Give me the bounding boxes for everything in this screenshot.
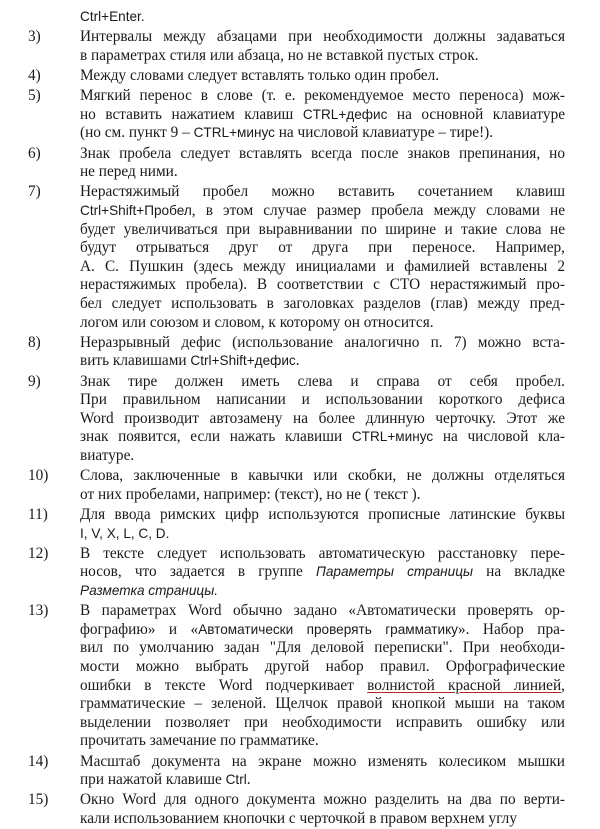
text-run: I, V, X, L, C, D. (80, 525, 170, 541)
text-run: но вставить нажатием клавиш (80, 105, 303, 123)
text-line (80, 276, 565, 295)
list-item (28, 467, 565, 504)
text-run: Интервалы между абзацами при необходимости должны задаваться (80, 28, 565, 46)
text-run: CTRL+минус (351, 429, 434, 445)
text-run: будет увеличиваться при выравнивании по ширине и такие слова не (80, 220, 565, 238)
list-item (28, 333, 565, 371)
item-number: 11) (28, 506, 48, 523)
text-line (80, 295, 565, 314)
list-item (28, 544, 565, 601)
list-item (28, 372, 565, 466)
text-run: . (295, 352, 300, 370)
text-run: логом или союзом и словом, к которому он относится. (80, 313, 434, 331)
text-run: Знак тире должен иметь слева и справа от себя пробел. (80, 372, 565, 390)
text-line (80, 352, 565, 371)
text-run: Мягкий перенос в слове (т. е. рекомендуемое место переноса) мож- (80, 87, 565, 105)
text-line (80, 8, 565, 27)
text-run: волнистой красной линией (367, 676, 562, 694)
text-run: знак появится, если нажать клавиши (80, 428, 352, 446)
text-line (80, 771, 565, 790)
text-line (80, 239, 565, 258)
text-line (80, 447, 565, 466)
text-line (80, 602, 565, 621)
text-run: Ctrl+Shift+дефис (190, 353, 296, 369)
text-line (80, 714, 565, 733)
text-line (80, 221, 565, 240)
text-line (80, 314, 565, 333)
item-number (28, 8, 72, 27)
list-item (28, 791, 565, 828)
text-run: В тексте следует использовать автоматическую расстановку пере- (80, 544, 565, 562)
text-run: будут отрываться друг от друга при переносе. Например, (80, 239, 565, 257)
text-line (80, 506, 565, 525)
text-line (80, 202, 565, 221)
text-run: при нажатой клавише (80, 771, 226, 789)
text-run: ». Набор пра- (457, 620, 565, 638)
text-run: Знак пробела следует вставлять всегда после знаков препинания, но (80, 144, 565, 162)
text-run: А. С. Пушкин (здесь между инициалами и фамилией вставлены 2 (80, 257, 565, 275)
text-line (80, 258, 565, 277)
text-run: на основной клавиатуре (387, 105, 566, 123)
text-line (80, 67, 565, 86)
text-line (80, 582, 565, 601)
text-run: Между словами следует вставлять только один пробел. (80, 67, 440, 84)
text-run: фографию» и « (80, 620, 199, 638)
text-line (80, 639, 565, 658)
text-run: Параметры страницы (315, 564, 473, 580)
text-run: на числовой клавиатуре – тире!). (274, 124, 494, 142)
text-line (80, 486, 565, 505)
text-line (80, 545, 565, 564)
item-number: 14) (28, 752, 49, 770)
item-number: 4) (28, 67, 41, 84)
text-run: Word производит автозамену на более длинную черточку. Этот же (80, 409, 565, 427)
text-line (80, 334, 565, 353)
list-item (28, 506, 565, 543)
text-run: , (561, 676, 565, 694)
text-run: бел следует использовать в заголовках разделов (глав) между пред- (80, 294, 565, 312)
text-line (80, 47, 565, 66)
text-line (80, 732, 565, 751)
item-number: 15) (28, 791, 49, 809)
item-number: 10) (28, 467, 49, 485)
text-run: на числовой кла- (433, 428, 565, 446)
text-line (80, 677, 565, 696)
item-number: 9) (28, 372, 41, 390)
text-run: выделении позволяет при необходимости исправить ошибку или (80, 713, 565, 731)
text-line (80, 373, 565, 392)
text-run: ошибки в тексте Word подчеркивает (80, 676, 368, 694)
list-item (28, 602, 565, 751)
text-run: Ctrl+Shift+Пробел (80, 202, 192, 218)
list-item (28, 87, 566, 143)
text-run: Слова, заключенные в кавычки или скобки, не должны отделяться (80, 467, 565, 485)
item-number: 12) (28, 544, 49, 562)
text-run: Окно Word для одного документа можно разделить на два по верти- (80, 791, 565, 809)
list-item (80, 8, 565, 27)
text-run: CTRL+минус (193, 125, 275, 141)
item-number: 5) (28, 87, 41, 105)
text-run: на вкладке (473, 563, 565, 581)
text-line (80, 145, 565, 164)
text-run: вить клавишами (80, 352, 191, 370)
text-run: мости можно выбрать другой набор правил. Орфографические (80, 657, 565, 675)
text-run: грамматические – зеленой. Щелчок правой кнопкой мыши на таком (80, 695, 565, 713)
text-run: вил по умолчанию задан "Для деловой переписки". При необходи- (80, 639, 565, 657)
item-number: 7) (28, 183, 41, 201)
text-run: При правильном написании и использовании короткого дефиса (80, 391, 565, 409)
text-line (80, 467, 565, 486)
item-number: 3) (28, 28, 41, 46)
text-line (80, 753, 565, 772)
text-line (80, 428, 565, 447)
text-run: Ctrl+Enter. (80, 9, 145, 24)
text-run: , в этом случае размер пробела между словами не (191, 201, 565, 219)
text-line (80, 28, 565, 47)
text-run: носов, что задается в группе (80, 563, 316, 581)
text-line (80, 525, 565, 544)
list-item (28, 752, 565, 790)
text-run: (но см. пункт 9 – (80, 124, 194, 142)
list-item (28, 144, 565, 182)
text-line (80, 810, 565, 829)
text-run: от них пробелами, например: (текст), но не ( текст ). (80, 485, 421, 503)
text-run: CTRL+дефис (302, 106, 388, 122)
text-run: Разметка страницы. (80, 582, 218, 598)
list-item (28, 67, 565, 86)
text-run: прочитать замечание по грамматике. (80, 732, 319, 750)
text-run: Ctrl (225, 772, 247, 788)
text-run: в параметрах стиля или абзаца, но не вставкой пустых строк. (80, 46, 479, 64)
text-line (80, 410, 565, 429)
text-line (80, 391, 565, 410)
item-number: 13) (28, 602, 49, 620)
text-run: Масштаб документа на экране можно изменять колесиком мышки (80, 752, 565, 770)
text-line (80, 621, 565, 640)
text-line (80, 87, 565, 106)
text-run: Для ввода римских цифр используются прописные латинские буквы (80, 506, 565, 523)
text-run: . (246, 771, 251, 789)
list-item (28, 183, 565, 332)
text-run: Нерастяжимый пробел можно вставить сочетанием клавиш (80, 183, 565, 201)
text-run: нерастяжимых пробела). В соответствии с СТО нерастяжимый про- (80, 276, 565, 294)
item-number: 8) (28, 333, 41, 351)
text-line (80, 183, 565, 202)
list-item (28, 28, 565, 65)
text-run: кали использованием кнопочки с черточкой в правом верхнем углу (80, 809, 517, 827)
text-run: В параметрах Word обычно задано «Автоматически проверять ор- (80, 602, 565, 620)
text-run: Неразрывный дефис (использование аналогично п. 7) можно вста- (80, 333, 565, 351)
text-line (80, 658, 565, 677)
text-line (80, 791, 565, 810)
text-line (80, 106, 565, 125)
text-run: не перед ними. (80, 163, 178, 181)
text-run: виатуре. (80, 446, 135, 464)
text-line (80, 563, 565, 582)
text-run: Автоматически проверять грамматику (198, 621, 458, 637)
text-line (80, 124, 565, 143)
text-line (80, 695, 565, 714)
item-number: 6) (28, 144, 41, 162)
text-line (80, 163, 565, 182)
